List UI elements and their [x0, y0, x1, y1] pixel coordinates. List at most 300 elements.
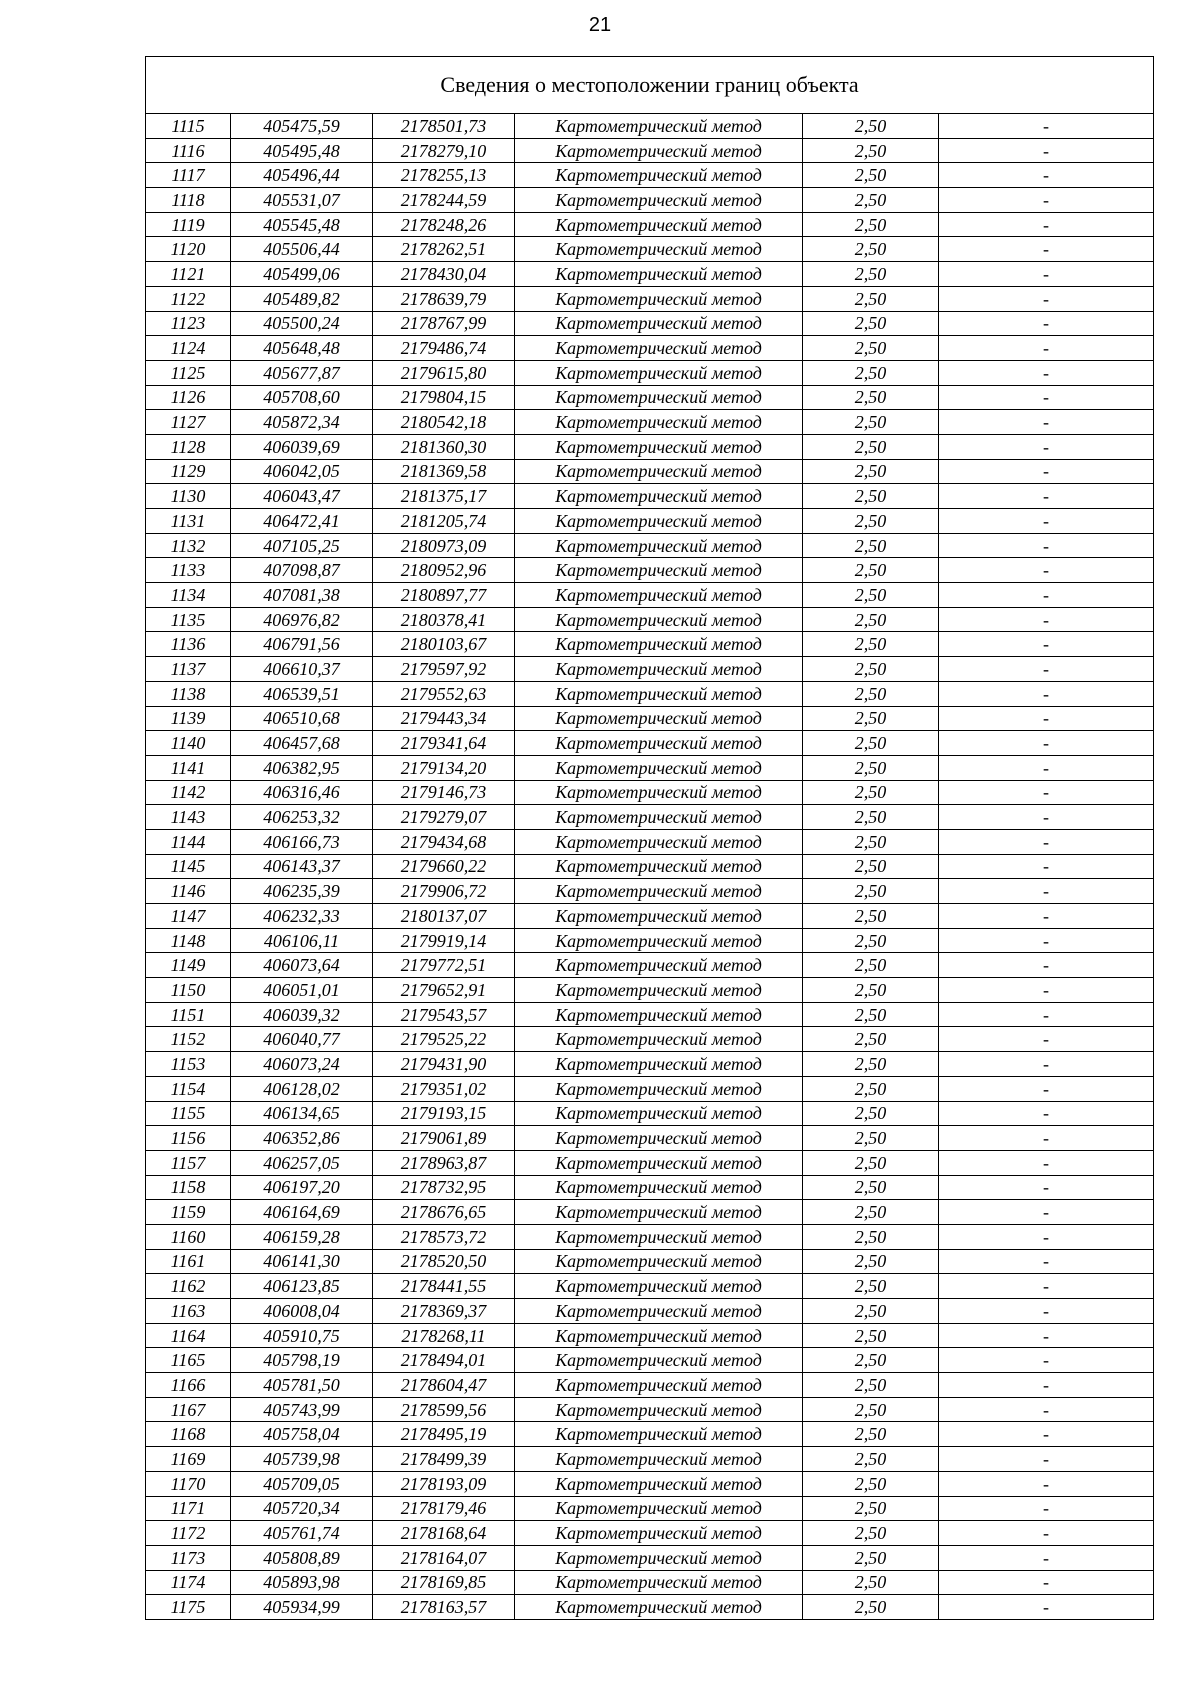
- table-row: [146, 1373, 1154, 1398]
- point-number-cell: 1128: [146, 434, 231, 459]
- x-coordinate-cell: 406106,11: [231, 928, 373, 953]
- x-coordinate-cell: 406051,01: [231, 978, 373, 1003]
- y-coordinate-cell: 2178262,51: [373, 237, 515, 262]
- y-coordinate-cell: 2178248,26: [373, 212, 515, 237]
- x-coordinate-cell: 406472,41: [231, 509, 373, 534]
- method-cell: Картометрический метод: [515, 262, 803, 287]
- method-cell: Картометрический метод: [515, 1373, 803, 1398]
- description-cell: -: [939, 114, 1154, 139]
- table-row: [146, 607, 1154, 632]
- y-coordinate-cell: 2180378,41: [373, 607, 515, 632]
- method-cell: Картометрический метод: [515, 360, 803, 385]
- y-coordinate-cell: 2179543,57: [373, 1002, 515, 1027]
- description-cell: -: [939, 681, 1154, 706]
- description-cell: -: [939, 1422, 1154, 1447]
- method-cell: Картометрический метод: [515, 904, 803, 929]
- x-coordinate-cell: 406128,02: [231, 1076, 373, 1101]
- y-coordinate-cell: 2178639,79: [373, 286, 515, 311]
- method-cell: Картометрический метод: [515, 1447, 803, 1472]
- y-coordinate-cell: 2178732,95: [373, 1175, 515, 1200]
- description-cell: -: [939, 385, 1154, 410]
- table-row: [146, 583, 1154, 608]
- accuracy-cell: 2,50: [803, 286, 939, 311]
- x-coordinate-cell: 406610,37: [231, 657, 373, 682]
- y-coordinate-cell: 2179134,20: [373, 755, 515, 780]
- y-coordinate-cell: 2180542,18: [373, 410, 515, 435]
- table-row: [146, 953, 1154, 978]
- table-row: [146, 509, 1154, 534]
- y-coordinate-cell: 2181369,58: [373, 459, 515, 484]
- method-cell: Картометрический метод: [515, 114, 803, 139]
- description-cell: -: [939, 484, 1154, 509]
- description-cell: -: [939, 829, 1154, 854]
- description-cell: -: [939, 509, 1154, 534]
- table-row: [146, 1521, 1154, 1546]
- point-number-cell: 1165: [146, 1348, 231, 1373]
- method-cell: Картометрический метод: [515, 434, 803, 459]
- y-coordinate-cell: 2178179,46: [373, 1496, 515, 1521]
- point-number-cell: 1132: [146, 533, 231, 558]
- accuracy-cell: 2,50: [803, 188, 939, 213]
- method-cell: Картометрический метод: [515, 1595, 803, 1620]
- x-coordinate-cell: 406123,85: [231, 1274, 373, 1299]
- table-row: [146, 1200, 1154, 1225]
- method-cell: Картометрический метод: [515, 1175, 803, 1200]
- x-coordinate-cell: 406039,32: [231, 1002, 373, 1027]
- method-cell: Картометрический метод: [515, 681, 803, 706]
- point-number-cell: 1172: [146, 1521, 231, 1546]
- point-number-cell: 1156: [146, 1126, 231, 1151]
- accuracy-cell: 2,50: [803, 879, 939, 904]
- x-coordinate-cell: 406316,46: [231, 780, 373, 805]
- x-coordinate-cell: 405499,06: [231, 262, 373, 287]
- accuracy-cell: 2,50: [803, 459, 939, 484]
- method-cell: Картометрический метод: [515, 607, 803, 632]
- accuracy-cell: 2,50: [803, 509, 939, 534]
- accuracy-cell: 2,50: [803, 1422, 939, 1447]
- method-cell: Картометрический метод: [515, 459, 803, 484]
- point-number-cell: 1135: [146, 607, 231, 632]
- table-title: Сведения о местоположении границ объекта: [146, 57, 1154, 114]
- table-row: [146, 459, 1154, 484]
- accuracy-cell: 2,50: [803, 928, 939, 953]
- table-row: [146, 706, 1154, 731]
- table-row: [146, 1027, 1154, 1052]
- table-row: [146, 410, 1154, 435]
- description-cell: -: [939, 978, 1154, 1003]
- accuracy-cell: 2,50: [803, 1076, 939, 1101]
- x-coordinate-cell: 405545,48: [231, 212, 373, 237]
- accuracy-cell: 2,50: [803, 336, 939, 361]
- table-row: [146, 188, 1154, 213]
- point-number-cell: 1154: [146, 1076, 231, 1101]
- x-coordinate-cell: 406235,39: [231, 879, 373, 904]
- x-coordinate-cell: 407105,25: [231, 533, 373, 558]
- description-cell: -: [939, 1348, 1154, 1373]
- x-coordinate-cell: 405781,50: [231, 1373, 373, 1398]
- method-cell: Картометрический метод: [515, 509, 803, 534]
- point-number-cell: 1171: [146, 1496, 231, 1521]
- method-cell: Картометрический метод: [515, 1570, 803, 1595]
- method-cell: Картометрический метод: [515, 1348, 803, 1373]
- x-coordinate-cell: 406073,24: [231, 1052, 373, 1077]
- table-row: [146, 138, 1154, 163]
- point-number-cell: 1163: [146, 1299, 231, 1324]
- description-cell: -: [939, 286, 1154, 311]
- accuracy-cell: 2,50: [803, 829, 939, 854]
- point-number-cell: 1170: [146, 1471, 231, 1496]
- method-cell: Картометрический метод: [515, 1076, 803, 1101]
- x-coordinate-cell: 406352,86: [231, 1126, 373, 1151]
- point-number-cell: 1127: [146, 410, 231, 435]
- description-cell: -: [939, 1150, 1154, 1175]
- y-coordinate-cell: 2178441,55: [373, 1274, 515, 1299]
- table-row: [146, 533, 1154, 558]
- x-coordinate-cell: 405506,44: [231, 237, 373, 262]
- y-coordinate-cell: 2179061,89: [373, 1126, 515, 1151]
- table-row: [146, 1052, 1154, 1077]
- y-coordinate-cell: 2178255,13: [373, 163, 515, 188]
- x-coordinate-cell: 405739,98: [231, 1447, 373, 1472]
- description-cell: -: [939, 1027, 1154, 1052]
- point-number-cell: 1141: [146, 755, 231, 780]
- accuracy-cell: 2,50: [803, 583, 939, 608]
- y-coordinate-cell: 2180137,07: [373, 904, 515, 929]
- table-row: [146, 1150, 1154, 1175]
- table-row: [146, 978, 1154, 1003]
- y-coordinate-cell: 2179552,63: [373, 681, 515, 706]
- accuracy-cell: 2,50: [803, 1299, 939, 1324]
- description-cell: -: [939, 558, 1154, 583]
- x-coordinate-cell: 405500,24: [231, 311, 373, 336]
- point-number-cell: 1147: [146, 904, 231, 929]
- y-coordinate-cell: 2178168,64: [373, 1521, 515, 1546]
- point-number-cell: 1139: [146, 706, 231, 731]
- method-cell: Картометрический метод: [515, 854, 803, 879]
- accuracy-cell: 2,50: [803, 558, 939, 583]
- x-coordinate-cell: 405934,99: [231, 1595, 373, 1620]
- y-coordinate-cell: 2178501,73: [373, 114, 515, 139]
- table-row: [146, 829, 1154, 854]
- accuracy-cell: 2,50: [803, 1175, 939, 1200]
- accuracy-cell: 2,50: [803, 1002, 939, 1027]
- table-row: [146, 1570, 1154, 1595]
- accuracy-cell: 2,50: [803, 1249, 939, 1274]
- boundary-coordinates-table: [145, 56, 1154, 1620]
- table-row: [146, 1002, 1154, 1027]
- method-cell: Картометрический метод: [515, 657, 803, 682]
- y-coordinate-cell: 2180952,96: [373, 558, 515, 583]
- point-number-cell: 1164: [146, 1323, 231, 1348]
- x-coordinate-cell: 405808,89: [231, 1545, 373, 1570]
- accuracy-cell: 2,50: [803, 138, 939, 163]
- table-row: [146, 1595, 1154, 1620]
- description-cell: -: [939, 1249, 1154, 1274]
- y-coordinate-cell: 2178573,72: [373, 1224, 515, 1249]
- x-coordinate-cell: 405798,19: [231, 1348, 373, 1373]
- description-cell: -: [939, 854, 1154, 879]
- y-coordinate-cell: 2178279,10: [373, 138, 515, 163]
- accuracy-cell: 2,50: [803, 706, 939, 731]
- y-coordinate-cell: 2178767,99: [373, 311, 515, 336]
- table-row: [146, 1471, 1154, 1496]
- x-coordinate-cell: 405893,98: [231, 1570, 373, 1595]
- accuracy-cell: 2,50: [803, 1521, 939, 1546]
- description-cell: -: [939, 1447, 1154, 1472]
- table-row: [146, 114, 1154, 139]
- x-coordinate-cell: 405872,34: [231, 410, 373, 435]
- point-number-cell: 1117: [146, 163, 231, 188]
- table-row: [146, 632, 1154, 657]
- method-cell: Картометрический метод: [515, 533, 803, 558]
- y-coordinate-cell: 2178520,50: [373, 1249, 515, 1274]
- point-number-cell: 1134: [146, 583, 231, 608]
- y-coordinate-cell: 2179351,02: [373, 1076, 515, 1101]
- accuracy-cell: 2,50: [803, 904, 939, 929]
- y-coordinate-cell: 2179906,72: [373, 879, 515, 904]
- accuracy-cell: 2,50: [803, 632, 939, 657]
- point-number-cell: 1159: [146, 1200, 231, 1225]
- description-cell: -: [939, 632, 1154, 657]
- table-row: [146, 854, 1154, 879]
- point-number-cell: 1166: [146, 1373, 231, 1398]
- table-row: [146, 1323, 1154, 1348]
- point-number-cell: 1162: [146, 1274, 231, 1299]
- table-row: [146, 1422, 1154, 1447]
- method-cell: Картометрический метод: [515, 1496, 803, 1521]
- table-row: [146, 805, 1154, 830]
- method-cell: Картометрический метод: [515, 1299, 803, 1324]
- x-coordinate-cell: 405743,99: [231, 1397, 373, 1422]
- method-cell: Картометрический метод: [515, 1052, 803, 1077]
- accuracy-cell: 2,50: [803, 805, 939, 830]
- x-coordinate-cell: 405720,34: [231, 1496, 373, 1521]
- description-cell: -: [939, 1570, 1154, 1595]
- x-coordinate-cell: 406232,33: [231, 904, 373, 929]
- point-number-cell: 1125: [146, 360, 231, 385]
- accuracy-cell: 2,50: [803, 114, 939, 139]
- point-number-cell: 1142: [146, 780, 231, 805]
- point-number-cell: 1120: [146, 237, 231, 262]
- point-number-cell: 1118: [146, 188, 231, 213]
- table-row: [146, 1175, 1154, 1200]
- point-number-cell: 1130: [146, 484, 231, 509]
- point-number-cell: 1173: [146, 1545, 231, 1570]
- description-cell: -: [939, 879, 1154, 904]
- x-coordinate-cell: 407081,38: [231, 583, 373, 608]
- point-number-cell: 1153: [146, 1052, 231, 1077]
- method-cell: Картометрический метод: [515, 829, 803, 854]
- table-row: [146, 928, 1154, 953]
- method-cell: Картометрический метод: [515, 706, 803, 731]
- x-coordinate-cell: 406159,28: [231, 1224, 373, 1249]
- accuracy-cell: 2,50: [803, 1200, 939, 1225]
- y-coordinate-cell: 2179434,68: [373, 829, 515, 854]
- y-coordinate-cell: 2178169,85: [373, 1570, 515, 1595]
- method-cell: Картометрический метод: [515, 1422, 803, 1447]
- y-coordinate-cell: 2179525,22: [373, 1027, 515, 1052]
- description-cell: -: [939, 583, 1154, 608]
- y-coordinate-cell: 2178369,37: [373, 1299, 515, 1324]
- y-coordinate-cell: 2178963,87: [373, 1150, 515, 1175]
- description-cell: -: [939, 607, 1154, 632]
- accuracy-cell: 2,50: [803, 163, 939, 188]
- accuracy-cell: 2,50: [803, 360, 939, 385]
- table-row: [146, 286, 1154, 311]
- method-cell: Картометрический метод: [515, 410, 803, 435]
- x-coordinate-cell: 405761,74: [231, 1521, 373, 1546]
- table-row: [146, 434, 1154, 459]
- point-number-cell: 1151: [146, 1002, 231, 1027]
- description-cell: -: [939, 1175, 1154, 1200]
- method-cell: Картометрический метод: [515, 632, 803, 657]
- y-coordinate-cell: 2179193,15: [373, 1101, 515, 1126]
- x-coordinate-cell: 406143,37: [231, 854, 373, 879]
- y-coordinate-cell: 2180103,67: [373, 632, 515, 657]
- point-number-cell: 1140: [146, 731, 231, 756]
- accuracy-cell: 2,50: [803, 237, 939, 262]
- x-coordinate-cell: 406008,04: [231, 1299, 373, 1324]
- description-cell: -: [939, 237, 1154, 262]
- y-coordinate-cell: 2179341,64: [373, 731, 515, 756]
- y-coordinate-cell: 2178244,59: [373, 188, 515, 213]
- point-number-cell: 1137: [146, 657, 231, 682]
- x-coordinate-cell: 407098,87: [231, 558, 373, 583]
- y-coordinate-cell: 2179279,07: [373, 805, 515, 830]
- description-cell: -: [939, 1126, 1154, 1151]
- method-cell: Картометрический метод: [515, 1027, 803, 1052]
- method-cell: Картометрический метод: [515, 1274, 803, 1299]
- table-row: [146, 1249, 1154, 1274]
- point-number-cell: 1138: [146, 681, 231, 706]
- description-cell: -: [939, 1323, 1154, 1348]
- accuracy-cell: 2,50: [803, 978, 939, 1003]
- description-cell: -: [939, 1595, 1154, 1620]
- point-number-cell: 1136: [146, 632, 231, 657]
- method-cell: Картометрический метод: [515, 484, 803, 509]
- description-cell: -: [939, 1002, 1154, 1027]
- accuracy-cell: 2,50: [803, 681, 939, 706]
- x-coordinate-cell: 405495,48: [231, 138, 373, 163]
- x-coordinate-cell: 406253,32: [231, 805, 373, 830]
- x-coordinate-cell: 406042,05: [231, 459, 373, 484]
- method-cell: Картометрический метод: [515, 1101, 803, 1126]
- accuracy-cell: 2,50: [803, 1496, 939, 1521]
- method-cell: Картометрический метод: [515, 138, 803, 163]
- method-cell: Картометрический метод: [515, 163, 803, 188]
- point-number-cell: 1150: [146, 978, 231, 1003]
- point-number-cell: 1143: [146, 805, 231, 830]
- y-coordinate-cell: 2179146,73: [373, 780, 515, 805]
- y-coordinate-cell: 2178676,65: [373, 1200, 515, 1225]
- method-cell: Картометрический метод: [515, 1002, 803, 1027]
- method-cell: Картометрический метод: [515, 1323, 803, 1348]
- method-cell: Картометрический метод: [515, 928, 803, 953]
- point-number-cell: 1126: [146, 385, 231, 410]
- x-coordinate-cell: 405758,04: [231, 1422, 373, 1447]
- description-cell: -: [939, 1052, 1154, 1077]
- accuracy-cell: 2,50: [803, 780, 939, 805]
- description-cell: -: [939, 311, 1154, 336]
- point-number-cell: 1148: [146, 928, 231, 953]
- x-coordinate-cell: 406510,68: [231, 706, 373, 731]
- table-body: [146, 114, 1154, 1620]
- x-coordinate-cell: 405648,48: [231, 336, 373, 361]
- y-coordinate-cell: 2179486,74: [373, 336, 515, 361]
- x-coordinate-cell: 405708,60: [231, 385, 373, 410]
- x-coordinate-cell: 405496,44: [231, 163, 373, 188]
- point-number-cell: 1122: [146, 286, 231, 311]
- x-coordinate-cell: 405531,07: [231, 188, 373, 213]
- description-cell: -: [939, 533, 1154, 558]
- y-coordinate-cell: 2179597,92: [373, 657, 515, 682]
- x-coordinate-cell: 406040,77: [231, 1027, 373, 1052]
- x-coordinate-cell: 406039,69: [231, 434, 373, 459]
- accuracy-cell: 2,50: [803, 1373, 939, 1398]
- table-row: [146, 1076, 1154, 1101]
- x-coordinate-cell: 405489,82: [231, 286, 373, 311]
- accuracy-cell: 2,50: [803, 657, 939, 682]
- accuracy-cell: 2,50: [803, 607, 939, 632]
- accuracy-cell: 2,50: [803, 1595, 939, 1620]
- description-cell: -: [939, 1373, 1154, 1398]
- description-cell: -: [939, 657, 1154, 682]
- y-coordinate-cell: 2180973,09: [373, 533, 515, 558]
- accuracy-cell: 2,50: [803, 385, 939, 410]
- description-cell: -: [939, 1397, 1154, 1422]
- accuracy-cell: 2,50: [803, 1052, 939, 1077]
- method-cell: Картометрический метод: [515, 385, 803, 410]
- y-coordinate-cell: 2178268,11: [373, 1323, 515, 1348]
- method-cell: Картометрический метод: [515, 978, 803, 1003]
- x-coordinate-cell: 405677,87: [231, 360, 373, 385]
- accuracy-cell: 2,50: [803, 1323, 939, 1348]
- point-number-cell: 1149: [146, 953, 231, 978]
- table-row: [146, 237, 1154, 262]
- method-cell: Картометрический метод: [515, 879, 803, 904]
- accuracy-cell: 2,50: [803, 1224, 939, 1249]
- table-row: [146, 681, 1154, 706]
- point-number-cell: 1115: [146, 114, 231, 139]
- table-row: [146, 1224, 1154, 1249]
- y-coordinate-cell: 2181375,17: [373, 484, 515, 509]
- x-coordinate-cell: 406976,82: [231, 607, 373, 632]
- accuracy-cell: 2,50: [803, 1126, 939, 1151]
- x-coordinate-cell: 405475,59: [231, 114, 373, 139]
- method-cell: Картометрический метод: [515, 731, 803, 756]
- description-cell: -: [939, 1200, 1154, 1225]
- y-coordinate-cell: 2178163,57: [373, 1595, 515, 1620]
- table-row: [146, 1274, 1154, 1299]
- point-number-cell: 1124: [146, 336, 231, 361]
- accuracy-cell: 2,50: [803, 953, 939, 978]
- description-cell: -: [939, 1471, 1154, 1496]
- method-cell: Картометрический метод: [515, 1249, 803, 1274]
- y-coordinate-cell: 2179919,14: [373, 928, 515, 953]
- description-cell: -: [939, 188, 1154, 213]
- table-row: [146, 262, 1154, 287]
- point-number-cell: 1129: [146, 459, 231, 484]
- accuracy-cell: 2,50: [803, 1471, 939, 1496]
- point-number-cell: 1167: [146, 1397, 231, 1422]
- point-number-cell: 1145: [146, 854, 231, 879]
- method-cell: Картометрический метод: [515, 805, 803, 830]
- description-cell: -: [939, 459, 1154, 484]
- table-row: [146, 1299, 1154, 1324]
- table-row: [146, 1101, 1154, 1126]
- table-row: [146, 1496, 1154, 1521]
- description-cell: -: [939, 706, 1154, 731]
